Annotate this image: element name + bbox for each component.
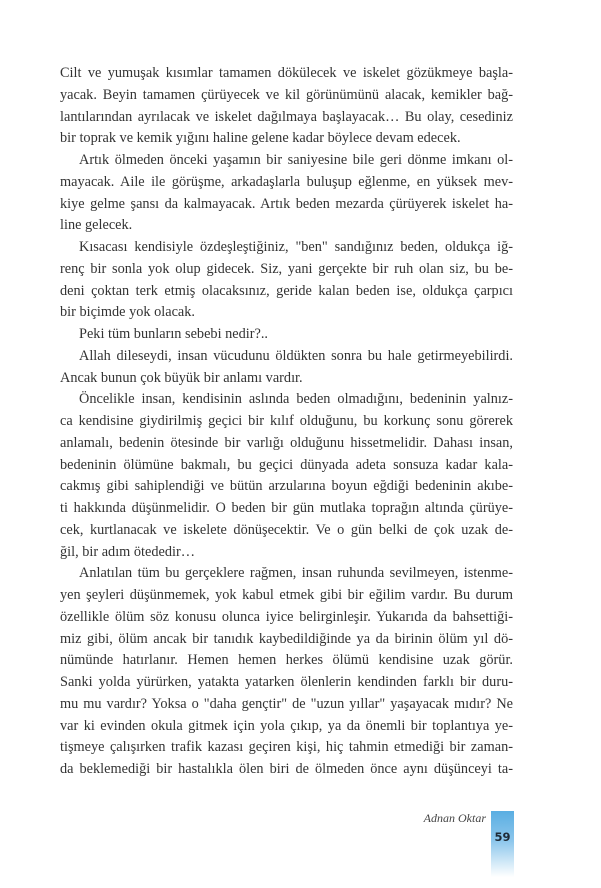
text-line: yen şeyleri düşünmemek, yok kabul etmek gibi bir eğilim vardır. Bu durum	[60, 587, 513, 603]
text-line: mu mu vardır? Yoksa o "daha gençtir" de "uzun yıllar" yaşayacak mıdır? Ne	[60, 695, 513, 712]
text-line: tişmeye çalışırken trafik kazası geçiren kişi, hiç tahmin etmediği bir zaman-	[60, 739, 513, 756]
running-footer-author: Adnan Oktar	[423, 811, 486, 825]
text-line: mayacak. Aile ile görüşme, arkadaşlarla buluşup eğlenme, en yüksek mev-	[60, 173, 513, 190]
text-line: bir toprak ve kemik yığını haline gelene kadar böylece devam edecek.	[60, 130, 461, 147]
text-line: Peki tüm bunların sebebi nedir?..	[79, 326, 268, 342]
text-line: deni çoktan terk etmiş olacaksınız, geride kalan beden ise, oldukça çarpıcı	[60, 282, 513, 299]
text-line: line gelecek.	[60, 217, 133, 234]
text-line: Artık ölmeden önceki yaşamın bir saniyesine bile geri dönme imkanı ol-	[79, 152, 513, 168]
text-line: cek, kurtlanacak ve iskelete dönüşecektir. Ve o gün belki de çok uzak de-	[60, 521, 513, 538]
text-line: lantılarından ayrılacak ve iskelet dağılmaya başlayacak… Bu olay, cesediniz	[60, 108, 513, 125]
text-line: var ki evinden okula gitmek için yola çıkıp, ya da önemli bir toplantıya ye-	[60, 717, 513, 734]
text-line: Allah dileseydi, insan vücudunu öldükten sonra bu hale getirmeyebilirdi.	[79, 347, 513, 364]
text-line: renç bir sonla yok olup gidecek. Siz, yani gerçekte bir ruh olan siz, bu be-	[60, 260, 513, 277]
text-line: bedeninin ölümüne bakmalı, bu geçici dünyada adeta sonsuza kadar kala-	[60, 456, 513, 473]
text-line: bir biçimde yok olacak.	[60, 304, 195, 321]
text-line: anlamalı, bedenin ötesinde bir varlığı olduğunu hissetmelidir. Dahası insan,	[60, 434, 513, 451]
page-number-tab	[491, 811, 514, 877]
text-line: Ancak bunun çok büyük bir anlamı vardır.	[60, 369, 303, 386]
text-line: yacak. Beyin tamamen çürüyecek ve kil görünümünü alacak, kemikler bağ-	[60, 86, 513, 103]
text-line: ğil, bir adım ötededir…	[60, 543, 195, 560]
text-line: Anlatılan tüm bu gerçeklere rağmen, insan ruhunda sevilmeyen, istenme-	[79, 565, 513, 582]
text-line: Kısacası kendisiyle özdeşleştiğiniz, "ben" sandığınız beden, oldukça iğ-	[79, 239, 513, 255]
page-number: 59	[494, 830, 511, 844]
text-line: Öncelikle insan, kendisinin aslında beden olmadığını, bedeninin yalnız-	[79, 391, 513, 408]
body-text	[60, 63, 513, 781]
text-line: cakmış gibi sahiplendiği ve bütün arzularına boyun eğdiği bedeninin akıbe-	[60, 478, 513, 495]
text-line: Cilt ve yumuşak kısımlar tamamen dökülecek ve iskelet gözükmeye başla-	[60, 65, 513, 81]
text-line: kiye gelme şansı da kalmayacak. Artık beden mezarda çürüyerek iskelet ha-	[60, 195, 513, 212]
text-line: nümünde hatırlanır. Hemen hemen herkes ölümü kendisine uzak görür.	[60, 652, 513, 669]
text-line: Sanki yolda yürürken, yatakta yatarken ölenlerin kendinden farklı bir duru-	[60, 674, 513, 690]
text-line: miz gibi, ölüm ancak bir tanıdık kaybedildiğinde ya da birinin ölüm yıl dö-	[60, 630, 513, 647]
text-line: da beklemediği bir hastalıkla ölen biri de ölmeden önce aynı düşünceyi ta-	[60, 761, 513, 777]
text-line: ca kendisine giydirilmiş geçici bir kılıf olduğunu, bu korkunç sonu görerek	[60, 413, 513, 429]
text-line: özellikle ölüm söz konusu olunca iyice belirginleşir. Yukarıda da bahsettiği-	[60, 608, 513, 625]
text-line: ti hakkında düşünmelidir. O beden bir gün mutlaka toprağın altında çürüye-	[60, 500, 513, 516]
